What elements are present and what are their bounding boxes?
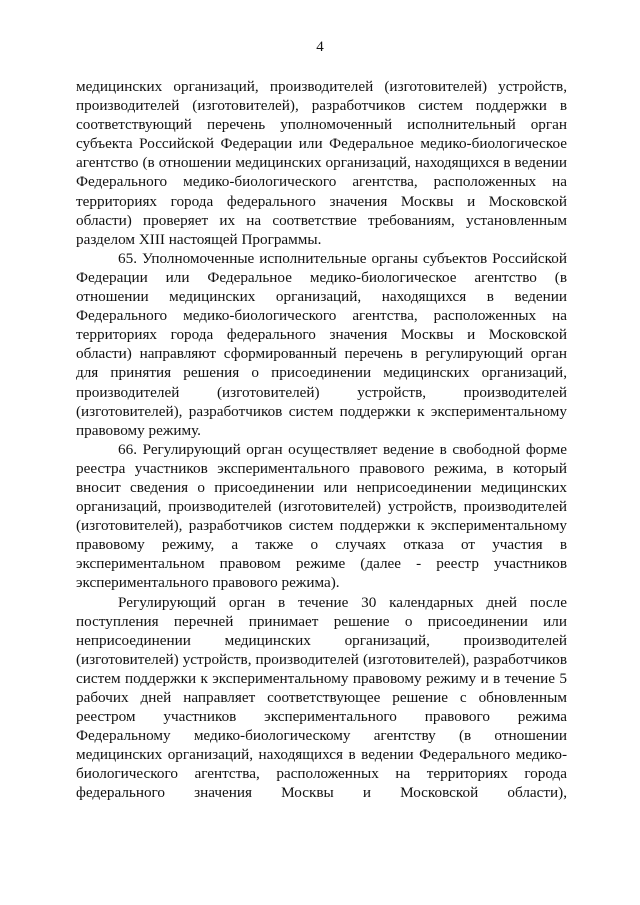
document-body xyxy=(76,77,567,803)
page-number: 4 xyxy=(316,39,324,55)
paragraph-regulating-body: Регулирующий орган в течение 30 календарных дней после поступления перечней принимает решение о присоединении или неприсоединении медицинских организаций, производителей (изготовителей) устройств, производителей (изготовителей), разработчиков систем поддержки к экспериментальному правовому режиму и в течение 5 рабочих дней направляет соответствующее решение с обновленным реестром участников экспериментального правового режима Федеральному медико-биологическому агентству (в отношении медицинских организаций, находящихся в ведении Федерального медико-биологического агентства, расположенных на территориях города федерального значения Москвы и Московской области), xyxy=(76,593,567,802)
paragraph-66: 66. Регулирующий орган осуществляет ведение в свободной форме реестра участников экспериментального правового режима, в который вносит сведения о присоединении или неприсоединении медицинских организаций, производителей (изготовителей) устройств, производителей (изготовителей), разработчиков систем поддержки к экспериментальному правовому режиму, а также о случаях отказа от участия в экспериментальном правовом режиме (далее - реестр участников экспериментального правового режима). xyxy=(76,440,567,592)
paragraph-65: 65. Уполномоченные исполнительные органы субъектов Российской Федерации или Федеральное медико-биологическое агентство (в отношении медицинских организаций, находящихся в ведении Федерального медико-биологического агентства, расположенных на территориях города федерального значения Москвы и Московской области) направляют сформированный перечень в регулирующий орган для принятия решения о присоединении медицинских организаций, производителей (изготовителей) устройств, производителей (изготовителей), разработчиков систем поддержки к экспериментальному правовому режиму. xyxy=(76,249,567,439)
paragraph-continuation: медицинских организаций, производителей (изготовителей) устройств, производителей (изготовителей), разработчиков систем поддержки в соответствующий перечень уполномоченный исполнительный орган субъекта Российской Федерации или Федеральное медико-биологическое агентство (в отношении медицинских организаций, находящихся в ведении Федерального медико-биологического агентства, расположенных на территориях города федерального значения Москвы и Московской области) проверяет их на соответствие требованиям, установленным разделом XIII настоящей Программы. xyxy=(76,78,567,248)
